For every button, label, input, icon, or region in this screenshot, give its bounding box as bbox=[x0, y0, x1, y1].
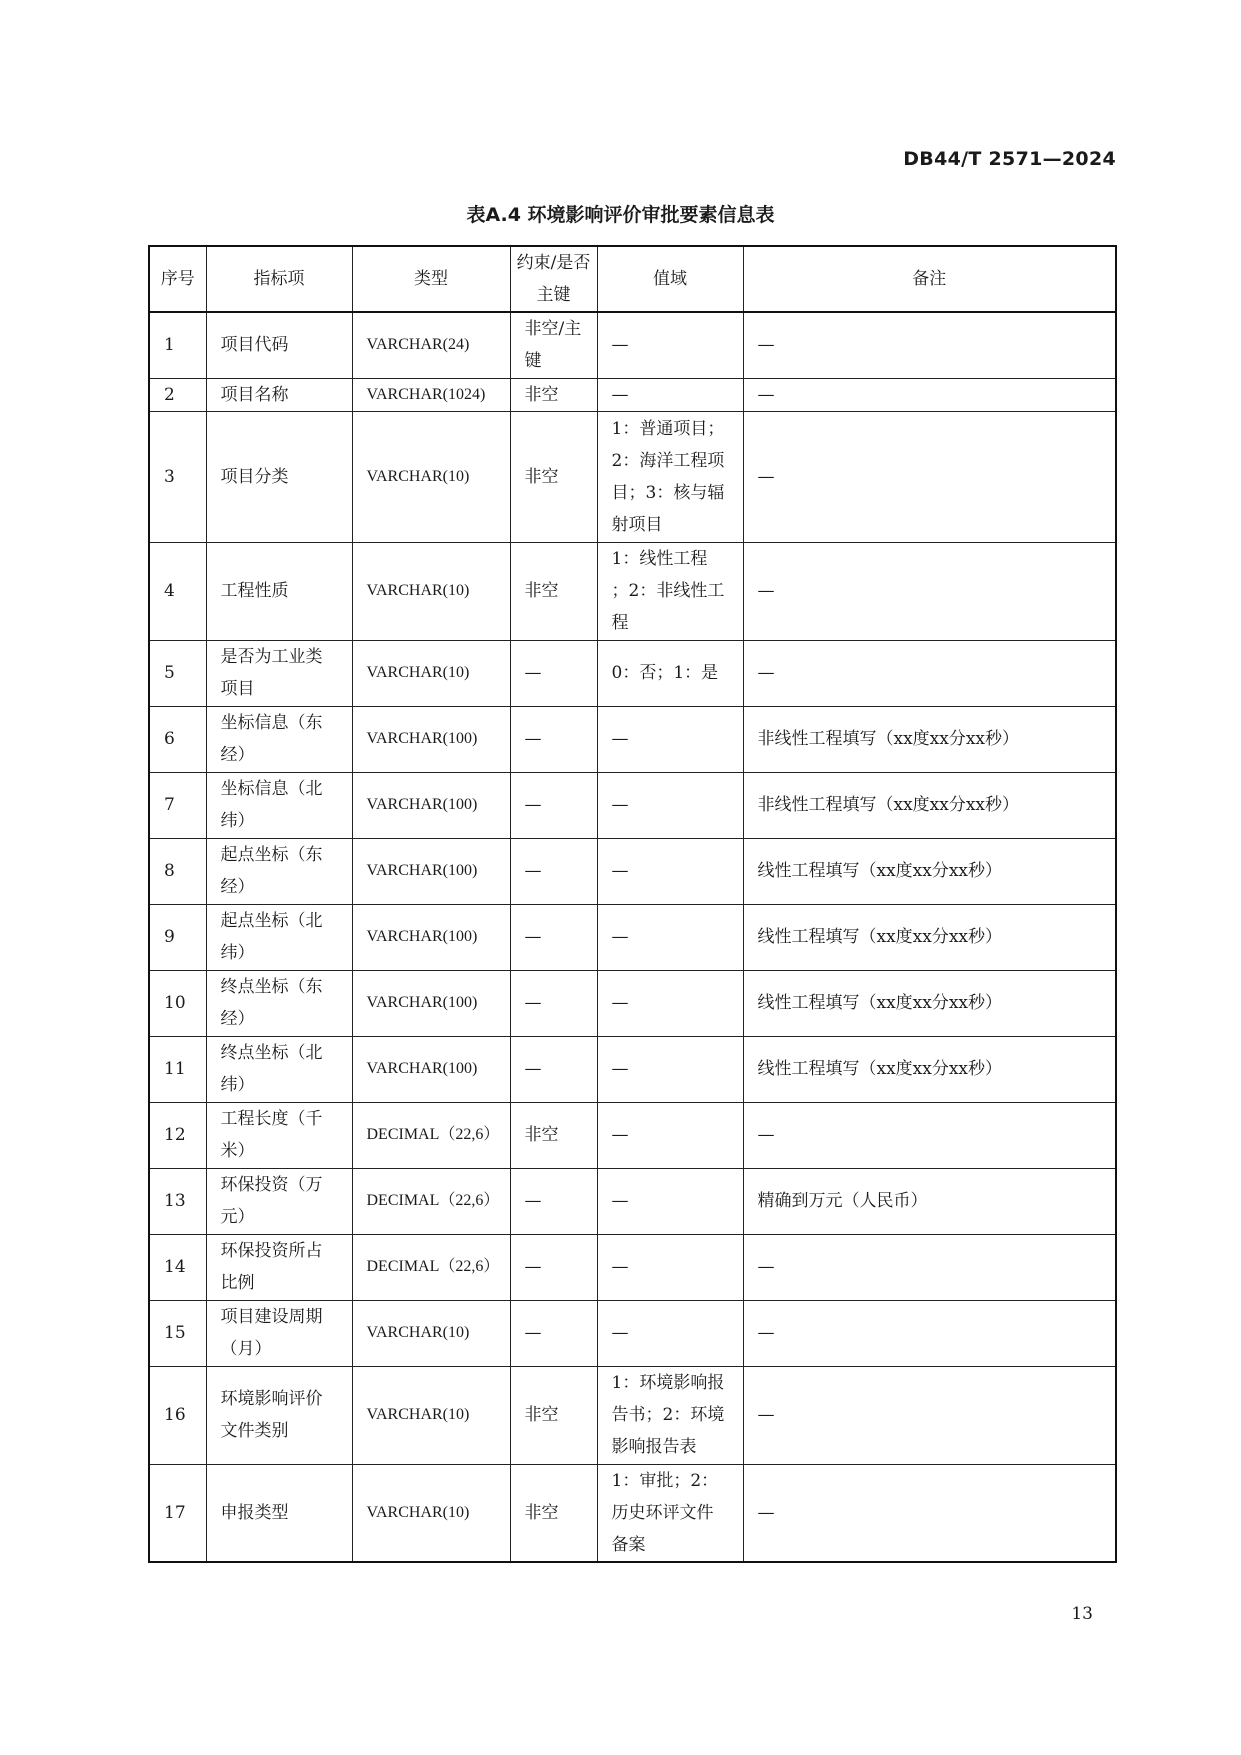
cell-domain: 1：线性工程 ；2：非线性工程 bbox=[597, 542, 743, 640]
table-row bbox=[149, 1168, 1116, 1234]
cell-seq: 1 bbox=[149, 312, 206, 378]
cell-remark: — bbox=[743, 411, 1116, 542]
cell-seq: 17 bbox=[149, 1464, 206, 1562]
element-info-table bbox=[148, 245, 1117, 1563]
cell-item: 项目名称 bbox=[206, 378, 352, 411]
table-row bbox=[149, 1366, 1116, 1464]
cell-item: 环保投资所占比例 bbox=[206, 1234, 352, 1300]
cell-type: VARCHAR(100) bbox=[352, 1036, 510, 1102]
cell-remark: 非线性工程填写（xx度xx分xx秒） bbox=[743, 772, 1116, 838]
cell-constraint: 非空 bbox=[510, 542, 597, 640]
cell-type: VARCHAR(10) bbox=[352, 1366, 510, 1464]
cell-constraint: — bbox=[510, 706, 597, 772]
table-row bbox=[149, 1300, 1116, 1366]
cell-type: VARCHAR(100) bbox=[352, 838, 510, 904]
table-row bbox=[149, 1102, 1116, 1168]
cell-constraint: — bbox=[510, 640, 597, 706]
cell-seq: 10 bbox=[149, 970, 206, 1036]
cell-domain: — bbox=[597, 1168, 743, 1234]
cell-constraint: 非空 bbox=[510, 1366, 597, 1464]
column-header-domain: 值域 bbox=[597, 246, 743, 312]
cell-constraint: — bbox=[510, 1168, 597, 1234]
table-header-row bbox=[149, 246, 1116, 312]
table-row bbox=[149, 542, 1116, 640]
table-row bbox=[149, 1234, 1116, 1300]
cell-domain: 1：审批；2：历史环评文件备案 bbox=[597, 1464, 743, 1562]
cell-seq: 9 bbox=[149, 904, 206, 970]
cell-item: 工程长度（千米） bbox=[206, 1102, 352, 1168]
cell-type: DECIMAL（22,6） bbox=[352, 1234, 510, 1300]
cell-type: VARCHAR(10) bbox=[352, 542, 510, 640]
cell-item: 坐标信息（东经） bbox=[206, 706, 352, 772]
cell-item: 项目分类 bbox=[206, 411, 352, 542]
cell-remark: — bbox=[743, 542, 1116, 640]
table-row bbox=[149, 411, 1116, 542]
cell-remark: 精确到万元（人民币） bbox=[743, 1168, 1116, 1234]
cell-constraint: — bbox=[510, 838, 597, 904]
cell-remark: — bbox=[743, 1464, 1116, 1562]
table-row bbox=[149, 1464, 1116, 1562]
cell-domain: 1：普通项目；2：海洋工程项目；3：核与辐射项目 bbox=[597, 411, 743, 542]
cell-type: VARCHAR(100) bbox=[352, 904, 510, 970]
cell-remark: — bbox=[743, 1366, 1116, 1464]
cell-remark: 线性工程填写（xx度xx分xx秒） bbox=[743, 1036, 1116, 1102]
table-row bbox=[149, 706, 1116, 772]
cell-type: VARCHAR(24) bbox=[352, 312, 510, 378]
cell-remark: — bbox=[743, 1300, 1116, 1366]
cell-remark: 非线性工程填写（xx度xx分xx秒） bbox=[743, 706, 1116, 772]
cell-seq: 5 bbox=[149, 640, 206, 706]
cell-item: 终点坐标（东经） bbox=[206, 970, 352, 1036]
cell-constraint: — bbox=[510, 904, 597, 970]
table-row bbox=[149, 640, 1116, 706]
cell-type: VARCHAR(10) bbox=[352, 1464, 510, 1562]
cell-seq: 6 bbox=[149, 706, 206, 772]
cell-domain: — bbox=[597, 706, 743, 772]
cell-seq: 15 bbox=[149, 1300, 206, 1366]
table-row bbox=[149, 970, 1116, 1036]
cell-item: 申报类型 bbox=[206, 1464, 352, 1562]
cell-constraint: 非空 bbox=[510, 411, 597, 542]
cell-seq: 4 bbox=[149, 542, 206, 640]
cell-seq: 11 bbox=[149, 1036, 206, 1102]
cell-remark: — bbox=[743, 312, 1116, 378]
cell-remark: 线性工程填写（xx度xx分xx秒） bbox=[743, 970, 1116, 1036]
column-header-seq: 序号 bbox=[149, 246, 206, 312]
cell-constraint: — bbox=[510, 1300, 597, 1366]
cell-type: VARCHAR(100) bbox=[352, 772, 510, 838]
column-header-item: 指标项 bbox=[206, 246, 352, 312]
cell-seq: 8 bbox=[149, 838, 206, 904]
cell-domain: — bbox=[597, 1102, 743, 1168]
cell-domain: 1：环境影响报告书；2：环境影响报告表 bbox=[597, 1366, 743, 1464]
table-row bbox=[149, 772, 1116, 838]
cell-seq: 2 bbox=[149, 378, 206, 411]
page-number: 13 bbox=[1071, 1604, 1093, 1624]
cell-domain: — bbox=[597, 772, 743, 838]
cell-domain: — bbox=[597, 312, 743, 378]
cell-remark: — bbox=[743, 640, 1116, 706]
cell-seq: 16 bbox=[149, 1366, 206, 1464]
cell-remark: 线性工程填写（xx度xx分xx秒） bbox=[743, 904, 1116, 970]
table-row bbox=[149, 312, 1116, 378]
cell-type: VARCHAR(100) bbox=[352, 706, 510, 772]
table-row bbox=[149, 904, 1116, 970]
cell-item: 项目代码 bbox=[206, 312, 352, 378]
cell-domain: 0：否；1：是 bbox=[597, 640, 743, 706]
cell-type: DECIMAL（22,6） bbox=[352, 1102, 510, 1168]
cell-item: 坐标信息（北纬） bbox=[206, 772, 352, 838]
table-row bbox=[149, 1036, 1116, 1102]
column-header-remark: 备注 bbox=[743, 246, 1116, 312]
column-header-type: 类型 bbox=[352, 246, 510, 312]
cell-item: 项目建设周期（月） bbox=[206, 1300, 352, 1366]
cell-constraint: — bbox=[510, 772, 597, 838]
table-row bbox=[149, 378, 1116, 411]
cell-domain: — bbox=[597, 904, 743, 970]
cell-domain: — bbox=[597, 378, 743, 411]
cell-item: 起点坐标（北纬） bbox=[206, 904, 352, 970]
cell-seq: 12 bbox=[149, 1102, 206, 1168]
cell-constraint: 非空 bbox=[510, 378, 597, 411]
cell-constraint: — bbox=[510, 970, 597, 1036]
cell-remark: 线性工程填写（xx度xx分xx秒） bbox=[743, 838, 1116, 904]
cell-constraint: 非空 bbox=[510, 1102, 597, 1168]
column-header-constraint: 约束/是否主键 bbox=[510, 246, 597, 312]
table-row bbox=[149, 838, 1116, 904]
table-body bbox=[149, 312, 1116, 1562]
table-title: 表A.4 环境影响评价审批要素信息表 bbox=[466, 204, 775, 226]
cell-type: VARCHAR(100) bbox=[352, 970, 510, 1036]
document-code: DB44/T 2571—2024 bbox=[903, 148, 1116, 170]
cell-item: 终点坐标（北纬） bbox=[206, 1036, 352, 1102]
cell-item: 起点坐标（东经） bbox=[206, 838, 352, 904]
cell-domain: — bbox=[597, 1234, 743, 1300]
cell-item: 环保投资（万元） bbox=[206, 1168, 352, 1234]
cell-domain: — bbox=[597, 1300, 743, 1366]
cell-item: 工程性质 bbox=[206, 542, 352, 640]
cell-remark: — bbox=[743, 1234, 1116, 1300]
cell-remark: — bbox=[743, 1102, 1116, 1168]
cell-domain: — bbox=[597, 1036, 743, 1102]
cell-item: 环境影响评价文件类别 bbox=[206, 1366, 352, 1464]
cell-item: 是否为工业类项目 bbox=[206, 640, 352, 706]
cell-domain: — bbox=[597, 838, 743, 904]
cell-type: VARCHAR(10) bbox=[352, 640, 510, 706]
cell-constraint: 非空/主键 bbox=[510, 312, 597, 378]
cell-seq: 14 bbox=[149, 1234, 206, 1300]
cell-seq: 3 bbox=[149, 411, 206, 542]
cell-constraint: — bbox=[510, 1234, 597, 1300]
cell-type: VARCHAR(10) bbox=[352, 1300, 510, 1366]
cell-type: VARCHAR(1024) bbox=[352, 378, 510, 411]
cell-domain: — bbox=[597, 970, 743, 1036]
cell-remark: — bbox=[743, 378, 1116, 411]
cell-seq: 7 bbox=[149, 772, 206, 838]
cell-constraint: 非空 bbox=[510, 1464, 597, 1562]
cell-type: DECIMAL（22,6） bbox=[352, 1168, 510, 1234]
cell-type: VARCHAR(10) bbox=[352, 411, 510, 542]
cell-seq: 13 bbox=[149, 1168, 206, 1234]
cell-constraint: — bbox=[510, 1036, 597, 1102]
